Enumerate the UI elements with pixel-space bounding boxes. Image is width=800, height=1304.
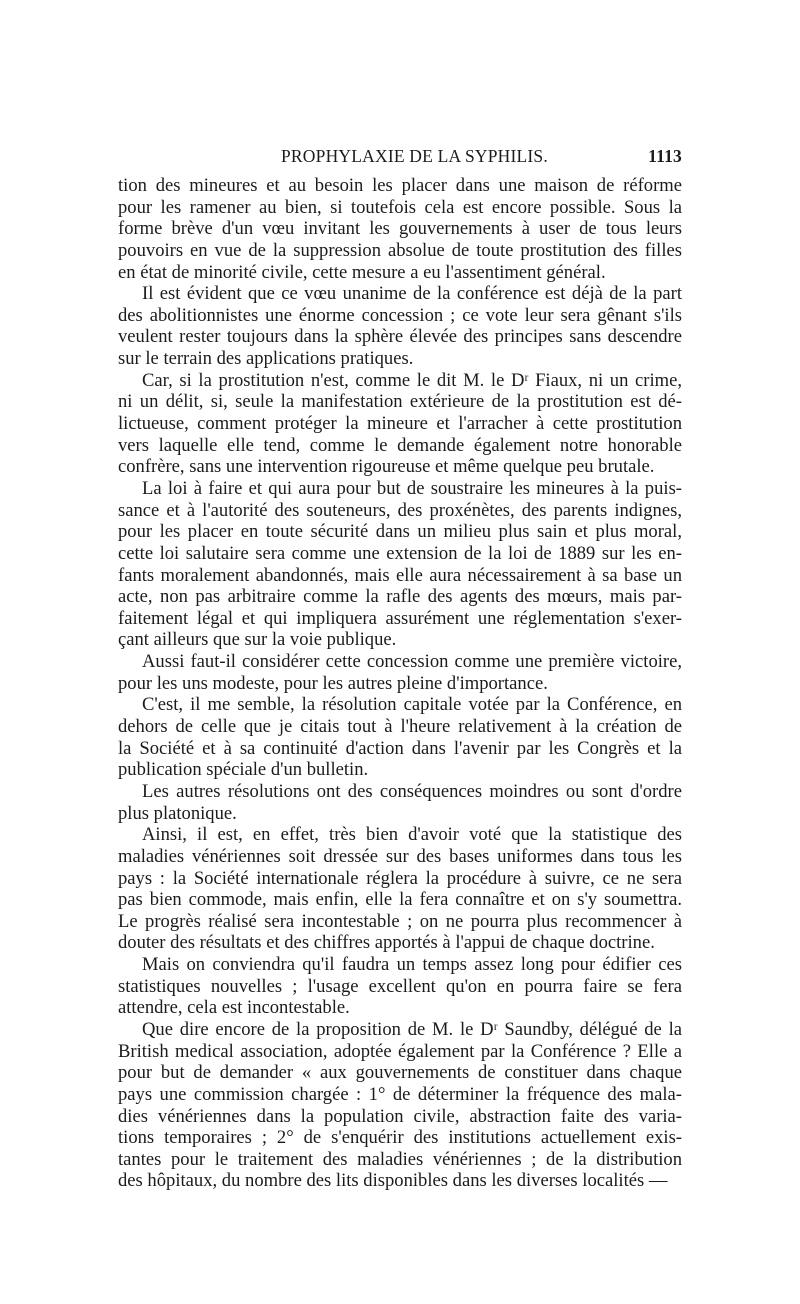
text-line: pouvoirs en vue de la suppression absolue de toute prostitution des filles [118, 239, 682, 261]
text-line: çant ailleurs que sur la voie publique. [118, 629, 397, 651]
text-line: pays : la Société internationale réglera la procédure à suivre, ce ne sera [118, 867, 682, 889]
text-line: acte, non pas arbitraire comme la rafle des agents des mœurs, mais par- [118, 586, 682, 608]
running-title: PROPHYLAXIE DE LA SYPHILIS. [281, 146, 548, 166]
text-line: lictueuse, comment protéger la mineure et l'arracher à cette prostitution [118, 413, 682, 435]
text-line: pour but de demander « aux gouvernements de constituer dans chaque [118, 1062, 682, 1084]
text-line: des hôpitaux, du nombre des lits disponibles dans les diverses localités — [118, 1170, 668, 1192]
text-line: dies vénériennes dans la population civile, abstraction faite des varia- [118, 1105, 682, 1127]
paragraph [118, 175, 682, 283]
paragraph [118, 370, 682, 478]
text-line: vers laquelle elle tend, comme le demande également notre honorable [118, 434, 682, 456]
text-line: La loi à faire et qui aura pour but de soustraire les mineures à la puis- [142, 477, 682, 499]
text-line: pays une commission chargée : 1° de déterminer la fréquence des mala- [118, 1083, 682, 1105]
text-line: forme brève d'un vœu invitant les gouvernements à user de tous leurs [118, 218, 682, 240]
text-line: plus platonique. [118, 802, 237, 824]
paragraph [118, 694, 682, 781]
text-line: attendre, cela est incontestable. [118, 997, 350, 1019]
text-line: statistiques nouvelles ; l'usage excellent qu'on en pourra faire se fera [118, 975, 682, 997]
text-line: faitement légal et qui impliquera assurément une réglementation s'exer- [118, 607, 682, 629]
text-line: Il est évident que ce vœu unanime de la conférence est déjà de la part [142, 283, 682, 305]
text-line: sur le terrain des applications pratiques. [118, 348, 414, 370]
text-line: veulent rester toujours dans la sphère élevée des principes sans descendre [118, 326, 682, 348]
text-line: British medical association, adoptée également par la Conférence ? Elle a [118, 1040, 682, 1062]
text-line: C'est, il me semble, la résolution capitale votée par la Conférence, en [142, 694, 682, 716]
text-line: Mais on conviendra qu'il faudra un temps assez long pour édifier ces [142, 954, 682, 976]
text-line: tion des mineures et au besoin les placer dans une maison de réforme [118, 175, 682, 196]
text-line: cette loi salutaire sera comme une extension de la loi de 1889 sur les en- [118, 542, 682, 564]
text-line: tions temporaires ; 2° de s'enquérir des institutions actuellement exis- [118, 1127, 682, 1149]
text-line: Ainsi, il est, en effet, très bien d'avoir voté que la statistique des [142, 824, 682, 846]
text-line: maladies vénériennes soit dressée sur des bases uniformes dans tous les [118, 845, 682, 867]
body-text [118, 175, 682, 1192]
text-line: pour les placer en toute sécurité dans un milieu plus sain et plus moral, [118, 521, 682, 543]
paragraph [118, 478, 682, 651]
text-line: douter des résultats et des chiffres apportés à l'appui de chaque doctrine. [118, 932, 655, 954]
paragraph [118, 283, 682, 370]
text-line: Les autres résolutions ont des conséquences moindres ou sont d'ordre [142, 780, 682, 802]
paragraph [118, 954, 682, 1019]
text-line: dehors de celle que je citais tout à l'heure relativement à la création de [118, 716, 682, 738]
text-line: des abolitionnistes une énorme concession ; ce vote leur sera gênant s'ils [118, 304, 682, 326]
text-line: pour les ramener au bien, si toutefois cela est encore possible. Sous la [118, 196, 682, 218]
text-line: Le progrès réalisé sera incontestable ; on ne pourra plus recommencer à [118, 910, 682, 932]
text-line: ni un délit, si, seule la manifestation extérieure de la prostitution est dé- [118, 391, 682, 413]
running-header [118, 146, 682, 170]
text-line: Car, si la prostitution n'est, comme le dit M. le Dʳ Fiaux, ni un crime, [142, 369, 682, 391]
text-line: la Société et à sa continuité d'action dans l'avenir par les Congrès et la [118, 737, 682, 759]
text-line: pas bien commode, mais enfin, elle la fera connaître et on s'y soumettra. [118, 889, 682, 911]
text-line: publication spéciale d'un bulletin. [118, 759, 369, 781]
page-number: 1113 [648, 146, 682, 166]
text-line: confrère, sans une intervention rigoureuse et même quelque peu brutale. [118, 456, 655, 478]
paragraph [118, 651, 682, 694]
paragraph [118, 781, 682, 824]
text-line: en état de minorité civile, cette mesure a eu l'assentiment général. [118, 261, 606, 283]
paragraph [118, 824, 682, 954]
text-line: pour les uns modeste, pour les autres pleine d'importance. [118, 672, 548, 694]
text-line: sance et à l'autorité des souteneurs, des proxénètes, des parents indignes, [118, 499, 682, 521]
text-line: fants moralement abandonnés, mais elle aura nécessairement à sa base un [118, 564, 682, 586]
text-line: Aussi faut-il considérer cette concession comme une première victoire, [142, 651, 682, 673]
text-line: Que dire encore de la proposition de M. le Dʳ Saundby, délégué de la [142, 1018, 682, 1040]
paragraph [118, 1019, 682, 1192]
text-line: tantes pour le traitement des maladies vénériennes ; de la distribution [118, 1148, 682, 1170]
